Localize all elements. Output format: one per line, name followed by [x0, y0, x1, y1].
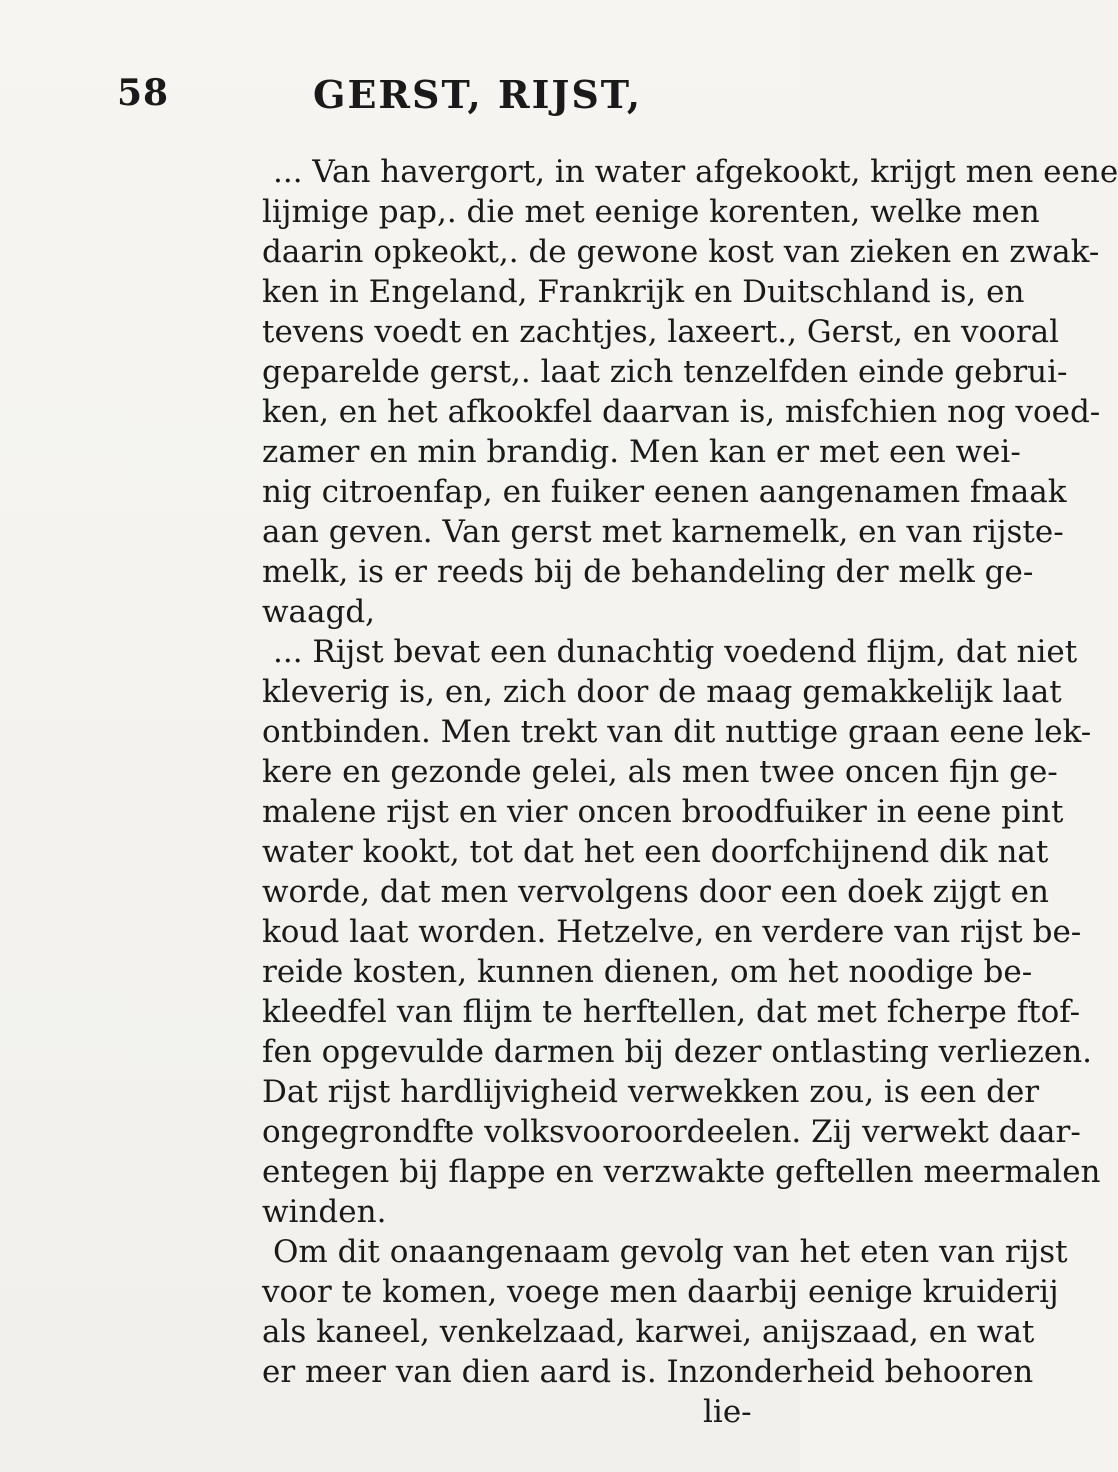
text-line: fen opgevulde darmen bij dezer ontlasting verliezen. — [262, 1034, 1093, 1070]
text-line: kleedfel van flijm te herftellen, dat met fcherpe ftof- — [262, 994, 1081, 1030]
text-line: als kaneel, venkelzaad, karwei, anijszaad, en wat — [262, 1314, 1035, 1350]
text-line: er meer van dien aard is. Inzonderheid behooren — [262, 1354, 1034, 1390]
text-line: ken in Engeland, Frankrijk en Duitschland is, en — [262, 274, 1025, 310]
page-number: 58 — [117, 72, 170, 114]
text-line: geparelde gerst,. laat zich tenzelfden einde gebrui- — [262, 354, 1068, 390]
text-line: Dat rijst hardlijvigheid verwekken zou, is een der — [262, 1074, 1040, 1110]
text-line: waagd, — [262, 594, 376, 630]
text-line: ... Van havergort, in water afgekookt, krijgt men eene — [273, 154, 1118, 190]
text-line: ken, en het afkookfel daarvan is, misfchien nog voed- — [262, 394, 1101, 430]
catchword: lie- — [703, 1394, 752, 1430]
text-line: daarin opkeokt,. de gewone kost van zieken en zwak- — [262, 234, 1100, 270]
text-line: kleverig is, en, zich door de maag gemakkelijk laat — [262, 674, 1062, 710]
text-line: melk, is er reeds bij de behandeling der melk ge- — [262, 554, 1034, 590]
text-line: aan geven. Van gerst met karnemelk, en van rijste- — [262, 514, 1064, 550]
page-header — [0, 72, 800, 122]
text-line: Om dit onaangenaam gevolg van het eten van rijst — [273, 1234, 1068, 1270]
text-line: voor te komen, voege men daarbij eenige kruiderij — [262, 1274, 1059, 1310]
text-line: water kookt, tot dat het een doorfchijnend dik nat — [262, 834, 1049, 870]
running-head: GERST, RIJST, — [313, 72, 643, 117]
text-line: zamer en min brandig. Men kan er met een wei- — [262, 434, 1021, 470]
text-line: nig citroenfap, en fuiker eenen aangenamen fmaak — [262, 474, 1067, 510]
text-line: winden. — [262, 1194, 387, 1230]
text-line: koud laat worden. Hetzelve, en verdere van rijst be- — [262, 914, 1082, 950]
text-line: tevens voedt en zachtjes, laxeert., Gerst, en vooral — [262, 314, 1060, 350]
text-line: worde, dat men vervolgens door een doek zijgt en — [262, 874, 1049, 910]
text-line: kere en gezonde gelei, als men twee oncen fijn ge- — [262, 754, 1058, 790]
text-line: ongegrondfte volksvooroordeelen. Zij verwekt daar- — [262, 1114, 1081, 1150]
text-line: ... Rijst bevat een dunachtig voedend flijm, dat niet — [273, 634, 1078, 670]
text-line: reide kosten, kunnen dienen, om het noodige be- — [262, 954, 1033, 990]
text-line: ontbinden. Men trekt van dit nuttige graan eene lek- — [262, 714, 1092, 750]
text-line: lijmige pap,. die met eenige korenten, welke men — [262, 194, 1040, 230]
text-line: entegen bij flappe en verzwakte geftellen meermalen — [262, 1154, 1101, 1190]
text-line: malene rijst en vier oncen broodfuiker in eene pint — [262, 794, 1064, 830]
